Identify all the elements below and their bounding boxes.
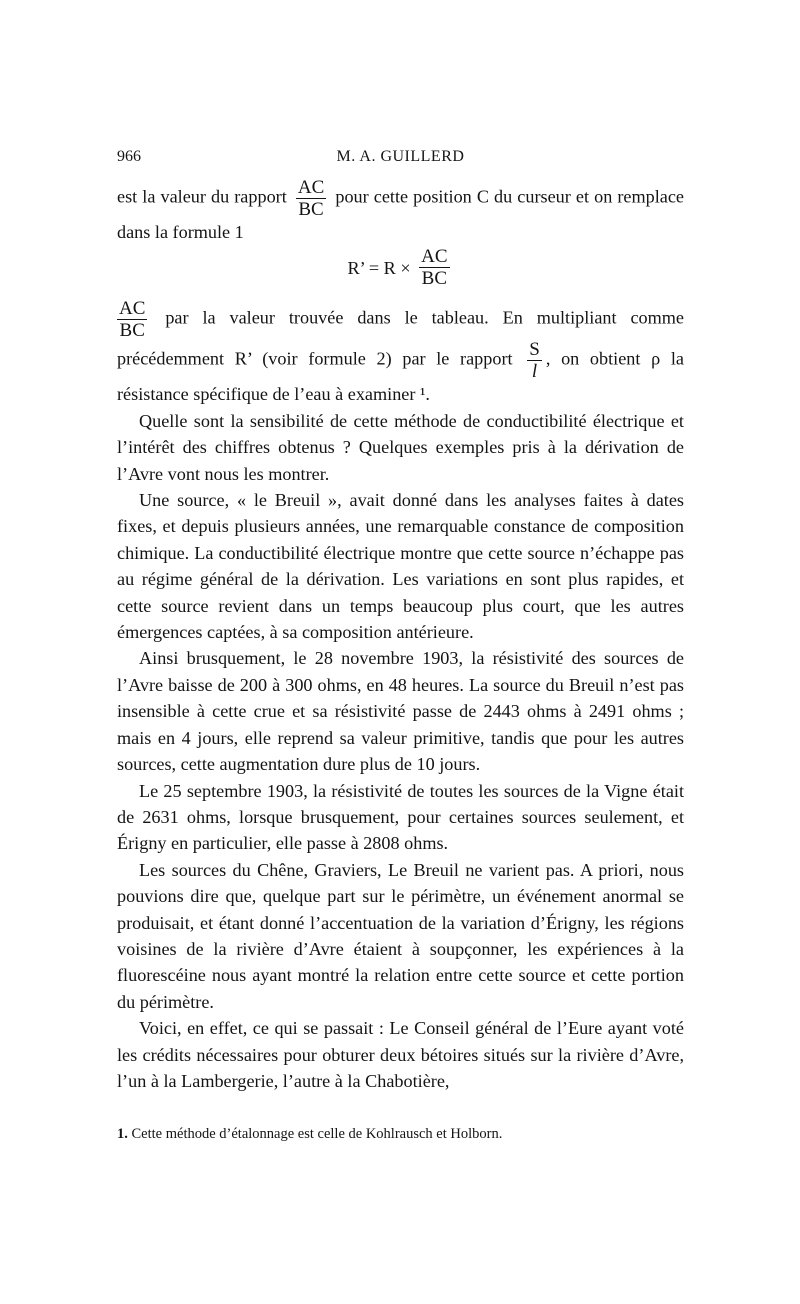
footnote bbox=[117, 1126, 684, 1143]
page-body bbox=[117, 178, 684, 1094]
fraction-numerator: AC bbox=[421, 246, 448, 268]
text-span: pour cette position C du curseur et on remplace dans la formule 1 bbox=[117, 186, 685, 242]
fraction-numerator: AC bbox=[297, 177, 325, 198]
paragraph-sensitivity: Quelle sont la sensibilité de cette méthode de conductibilité électrique et l’intérêt des chiffres obtenus ? Quelques exemples pris à la dérivation de l’Avre vont nous les montrer. bbox=[117, 410, 684, 484]
paragraph-conseil: Voici, en effet, ce qui se passait : Le Conseil général de l’Eure ayant voté les crédits nécessaires pour obturer deux bétoires situés sur la rivière d’Avre, l’un à la Lambergerie, l’autre à la Chabotière, bbox=[117, 1018, 684, 1091]
fraction-denominator: BC bbox=[119, 320, 145, 342]
fraction-numerator: S bbox=[529, 339, 540, 361]
footnote-text: Cette méthode d’étalonnage est celle de Kohlrausch et Holborn. bbox=[131, 1126, 503, 1142]
paragraph-november: Ainsi brusquement, le 28 novembre 1903, la résistivité des sources de l’Avre baisse de 200 à 300 ohms, en 48 heures. La source du Breuil n’est pas insensible à cette crue et sa résistivité passe de 2443 ohms à 2491 ohms ; mais en 4 jours, elle reprend sa valeur primitive, tandis que pour les autres sources, cette augmentation dure plus de 10 jours. bbox=[117, 648, 684, 775]
paragraph-breuil: Une source, « le Breuil », avait donné dans les analyses faites à dates fixes, et depuis plusieurs années, une remarquable constance de composition chimique. La conductibilité électrique montre que cette source n’échappe pas au régime général de la dérivation. Les variations en sont plus rapides, et cette source revient dans un temps beaucoup plus court, que les autres émergences captées, à sa composition antérieure. bbox=[117, 490, 684, 643]
text-span: est la valeur du rapport bbox=[117, 186, 287, 207]
fraction-denominator: BC bbox=[298, 199, 324, 220]
fraction-s-l bbox=[527, 340, 542, 381]
fraction-denominator: BC bbox=[421, 268, 447, 290]
page-number: 966 bbox=[117, 148, 141, 165]
paragraph-september: Le 25 septembre 1903, la résistivité de toutes les sources de la Vigne était de 2631 ohms, lorsque brusquement, pour certaines sources seulement, et Érigny en particulier, elle passe à 2808 ohms. bbox=[117, 780, 684, 854]
text-span: , on obtient ρ la résistance spécifique de l’eau à examiner ¹. bbox=[117, 349, 685, 405]
fraction-ac-bc bbox=[296, 178, 326, 219]
page-header bbox=[117, 148, 684, 172]
footnote-number: 1. bbox=[117, 1126, 128, 1142]
paragraph-intro bbox=[117, 178, 684, 245]
running-title: M. A. GUILLERD bbox=[336, 148, 465, 165]
formula-r-prime bbox=[117, 247, 684, 295]
text-span: par la valeur trouvée dans le tableau. En multipliant comme précédemment R’ (voir formule 2) par le rapport bbox=[117, 308, 684, 370]
paragraph-chene: Les sources du Chêne, Graviers, Le Breuil ne varient pas. A priori, nous pouvions dire que, quelque part sur le périmètre, un événement anormal se produisait, et étant donné l’accentuation de la variation d’Érigny, les régions voisines de la rivière d’Avre étaient à soupçonner, les expériences à la fluorescéine nous ayant montré la relation entre cette source et cette portion du périmètre. bbox=[117, 859, 684, 1012]
fraction-denominator: l bbox=[531, 361, 538, 383]
paragraph-multiply bbox=[117, 299, 684, 407]
fraction-numerator: AC bbox=[119, 298, 146, 320]
fraction-ac-bc bbox=[117, 299, 147, 340]
formula-lhs: R’ = R × bbox=[347, 257, 411, 278]
formula-fraction bbox=[419, 247, 449, 288]
